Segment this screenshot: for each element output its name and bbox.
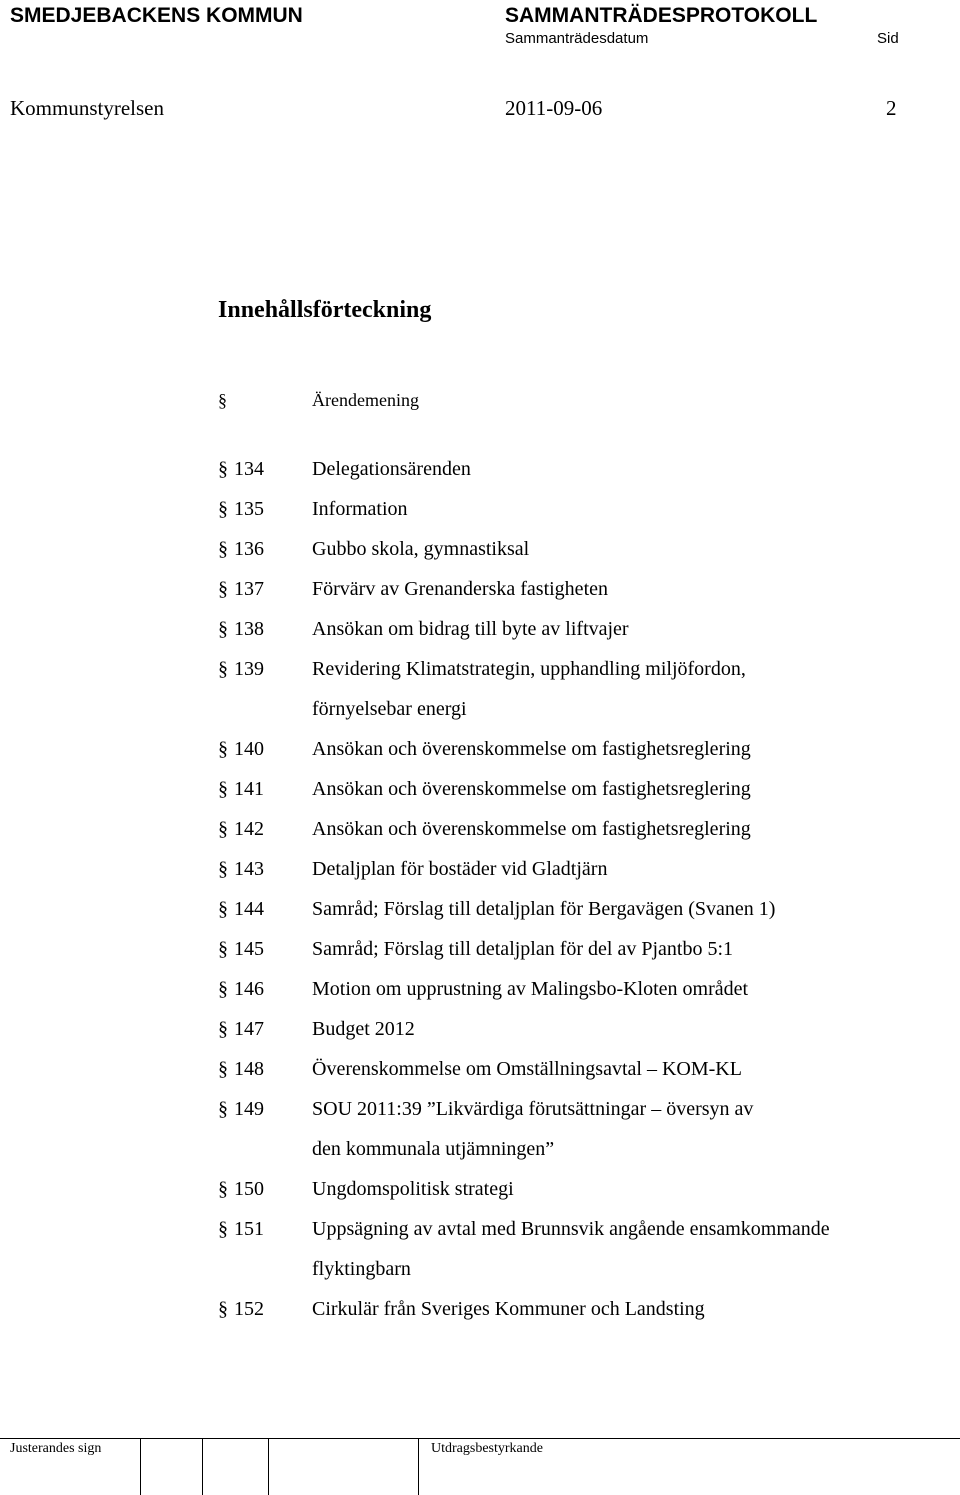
- section-symbol: §: [218, 390, 227, 410]
- section-symbol: §: [218, 818, 228, 840]
- item-title: SOU 2011:39 ”Likvärdiga förutsättningar – översyn av: [312, 1098, 754, 1120]
- footer-divider: [140, 1439, 141, 1495]
- section-symbol: §: [218, 778, 228, 800]
- item-title: Detaljplan för bostäder vid Gladtjärn: [312, 858, 608, 880]
- item-number: 152: [234, 1298, 264, 1320]
- item-title: Överenskommelse om Omställningsavtal – KOM-KL: [312, 1058, 742, 1080]
- item-number: 134: [234, 458, 264, 480]
- item-number: 139: [234, 658, 264, 680]
- item-number: 137: [234, 578, 264, 600]
- item-number: 135: [234, 498, 264, 520]
- item-number: 142: [234, 818, 264, 840]
- item-title-continued: den kommunala utjämningen”: [312, 1138, 555, 1160]
- item-title: Gubbo skola, gymnastiksal: [312, 538, 530, 560]
- section-symbol: §: [218, 1098, 228, 1120]
- item-number: 149: [234, 1098, 264, 1120]
- item-number: 150: [234, 1178, 264, 1200]
- item-title: Ungdomspolitisk strategi: [312, 1178, 514, 1200]
- item-title: Ansökan och överenskommelse om fastighetsreglering: [312, 778, 751, 800]
- signature-label: Justerandes sign: [10, 1441, 102, 1456]
- item-number: 151: [234, 1218, 264, 1240]
- section-symbol: §: [218, 498, 228, 520]
- committee-name: Kommunstyrelsen: [10, 96, 164, 120]
- item-title-continued: förnyelsebar energi: [312, 698, 467, 720]
- item-title: Samråd; Förslag till detaljplan för del av Pjantbo 5:1: [312, 938, 734, 960]
- item-title: Motion om upprustning av Malingsbo-Kloten området: [312, 978, 749, 1000]
- item-number: 145: [234, 938, 264, 960]
- section-symbol: §: [218, 858, 228, 880]
- item-title-continued: flyktingbarn: [312, 1258, 411, 1280]
- extract-certification-label: Utdragsbestyrkande: [431, 1441, 543, 1456]
- item-number: 144: [234, 898, 264, 920]
- footer-divider: [268, 1439, 269, 1495]
- document-type: SAMMANTRÄDESPROTOKOLL: [505, 4, 818, 27]
- toc-title: Innehållsförteckning: [218, 297, 432, 323]
- item-number: 140: [234, 738, 264, 760]
- item-title: Revidering Klimatstrategin, upphandling miljöfordon,: [312, 658, 746, 680]
- item-number: 147: [234, 1018, 264, 1040]
- section-symbol: §: [218, 658, 228, 680]
- section-symbol: §: [218, 618, 228, 640]
- item-number: 148: [234, 1058, 264, 1080]
- section-symbol: §: [218, 1178, 228, 1200]
- toc-heading: Ärendemening: [312, 390, 419, 410]
- item-number: 141: [234, 778, 264, 800]
- item-title: Uppsägning av avtal med Brunnsvik angående ensamkommande: [312, 1218, 830, 1240]
- item-title: Ansökan och överenskommelse om fastighetsreglering: [312, 738, 751, 760]
- section-symbol: §: [218, 1018, 228, 1040]
- footer-divider: [202, 1439, 203, 1495]
- section-symbol: §: [218, 738, 228, 760]
- item-title: Förvärv av Grenanderska fastigheten: [312, 578, 608, 600]
- item-number: 136: [234, 538, 264, 560]
- organization-name: SMEDJEBACKENS KOMMUN: [10, 4, 303, 27]
- section-symbol: §: [218, 458, 228, 480]
- item-title: Budget 2012: [312, 1018, 415, 1040]
- item-number: 143: [234, 858, 264, 880]
- page-label: Sid: [877, 30, 899, 47]
- section-symbol: §: [218, 1218, 228, 1240]
- date-label: Sammanträdesdatum: [505, 30, 649, 47]
- item-title: Cirkulär från Sveriges Kommuner och Landsting: [312, 1298, 705, 1320]
- item-number: 146: [234, 978, 264, 1000]
- item-title: Ansökan och överenskommelse om fastighetsreglering: [312, 818, 751, 840]
- section-symbol: §: [218, 1298, 228, 1320]
- section-symbol: §: [218, 938, 228, 960]
- item-title: Samråd; Förslag till detaljplan för Bergavägen (Svanen 1): [312, 898, 776, 920]
- footer-divider: [418, 1439, 419, 1495]
- item-number: 138: [234, 618, 264, 640]
- item-title: Delegationsärenden: [312, 458, 471, 480]
- item-title: Information: [312, 498, 408, 520]
- item-title: Ansökan om bidrag till byte av liftvajer: [312, 618, 629, 640]
- meeting-date: 2011-09-06: [505, 96, 603, 120]
- page-number: 2: [886, 96, 897, 120]
- section-symbol: §: [218, 578, 228, 600]
- section-symbol: §: [218, 538, 228, 560]
- section-symbol: §: [218, 978, 228, 1000]
- section-symbol: §: [218, 898, 228, 920]
- section-symbol: §: [218, 1058, 228, 1080]
